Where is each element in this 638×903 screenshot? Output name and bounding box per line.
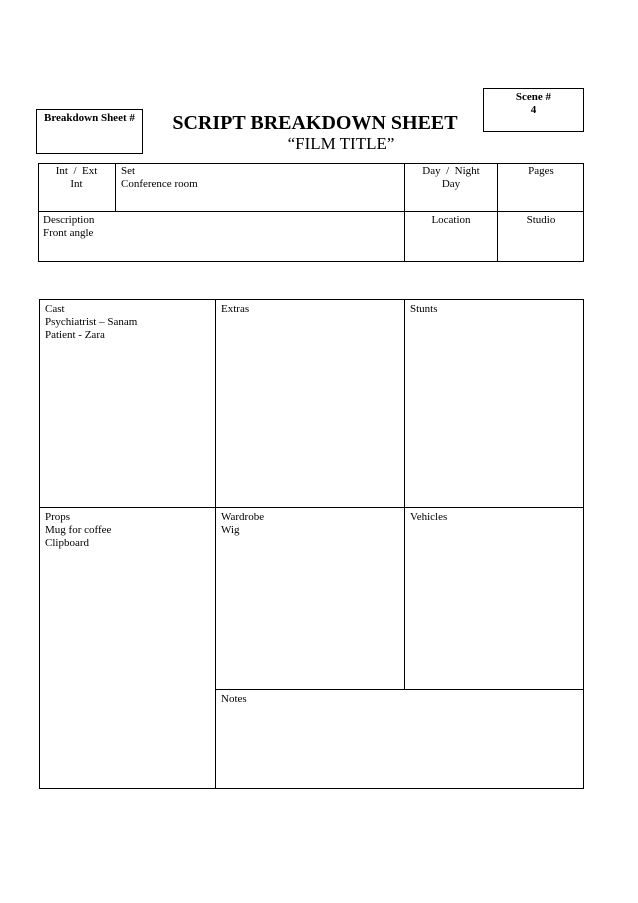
extras-cell[interactable]: [216, 300, 404, 507]
props-item: Clipboard: [45, 537, 89, 549]
pages-cell[interactable]: [498, 163, 584, 211]
day-night-label: Day / Night: [422, 165, 480, 177]
description-label: Description: [43, 214, 95, 226]
wardrobe-list: [221, 524, 399, 537]
stunts-label: Stunts: [410, 303, 438, 315]
set-value: Conference room: [121, 178, 198, 190]
breakdown-sheet-number-box: [36, 109, 143, 154]
stunts-cell[interactable]: [405, 300, 584, 507]
scene-value[interactable]: 4: [530, 104, 537, 116]
description-value: Front angle: [43, 227, 94, 239]
studio-cell[interactable]: [498, 212, 584, 262]
notes-cell[interactable]: [216, 690, 584, 789]
studio-label: Studio: [526, 214, 556, 226]
breakdown-sheet-label: Breakdown Sheet #: [44, 112, 135, 124]
description-cell[interactable]: [38, 212, 404, 262]
location-label: Location: [431, 214, 471, 226]
set-label: Set: [121, 165, 136, 177]
vehicles-cell[interactable]: [405, 508, 584, 689]
props-label: Props: [45, 511, 71, 523]
int-ext-cell[interactable]: [38, 163, 115, 211]
page-title: SCRIPT BREAKDOWN SHEET: [172, 112, 458, 134]
vehicles-label: Vehicles: [410, 511, 448, 523]
pages-label: Pages: [528, 165, 554, 177]
wardrobe-cell[interactable]: [216, 508, 404, 689]
props-cell[interactable]: [40, 508, 215, 789]
cast-item: Psychiatrist – Sanam: [45, 316, 138, 328]
set-cell[interactable]: [116, 163, 404, 211]
props-item: Mug for coffee: [45, 524, 112, 536]
cast-cell[interactable]: [40, 300, 215, 507]
film-title: “FILM TITLE”: [287, 134, 395, 153]
int-ext-label: Int / Ext: [55, 165, 98, 177]
cast-label: Cast: [45, 303, 65, 315]
location-cell[interactable]: [405, 212, 497, 262]
day-night-cell[interactable]: [405, 163, 497, 211]
int-ext-value: Int: [70, 178, 83, 190]
cast-item: Patient - Zara: [45, 329, 105, 341]
scene-number-box: [483, 88, 584, 132]
wardrobe-label: Wardrobe: [221, 511, 265, 523]
day-night-value: Day: [441, 178, 461, 190]
scene-label: Scene #: [515, 91, 552, 103]
props-list: [45, 524, 210, 550]
wardrobe-item: Wig: [221, 524, 240, 536]
notes-label: Notes: [221, 693, 247, 705]
extras-label: Extras: [221, 303, 250, 315]
cast-list: [45, 316, 210, 342]
